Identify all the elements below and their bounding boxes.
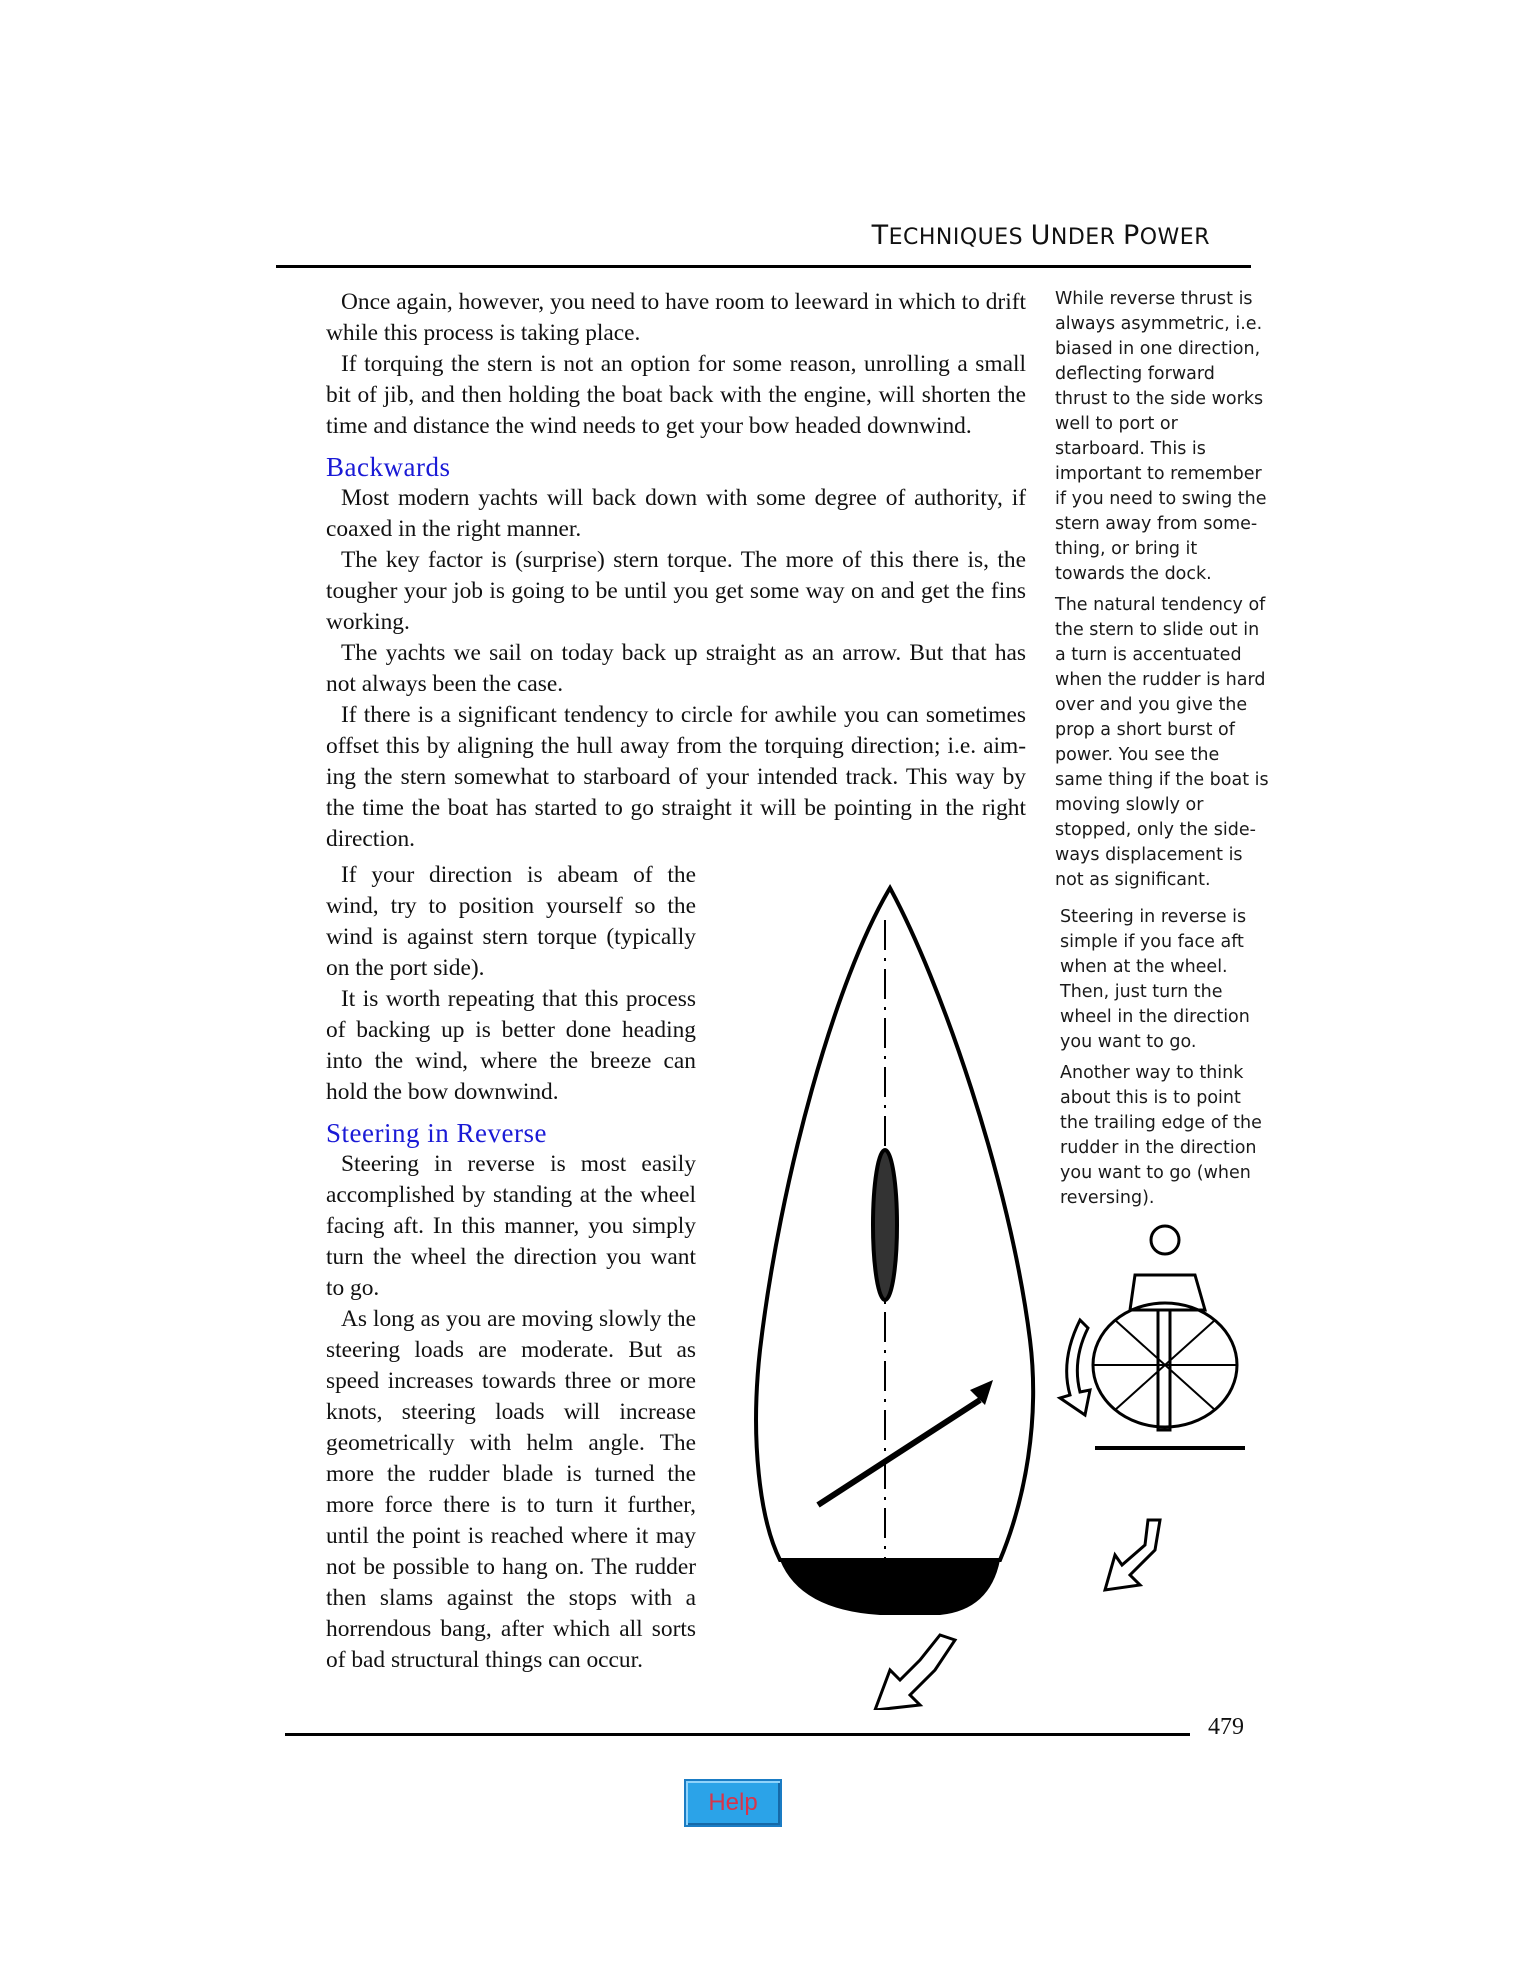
sidenote-reverse-thrust [1055,287,1270,899]
paragraph: Most modern yachts will back down with some degree of authority, if coaxed in the right manner. [326,485,1026,542]
running-head: TECHNIQUES UNDER POWER [871,220,1210,251]
narrow-column [326,860,696,1676]
paragraph: If your direction is abeam of the wind, try to position yourself so the wind is against stern torque (typically on the port side). [326,862,696,981]
section-heading-steering: Steering in Reverse [326,1118,547,1148]
keel-icon [873,1150,897,1300]
sidenote-paragraph: Steering in reverse is simple if you face aft when at the wheel. Then, just turn the wheel in the direction you want to go. [1060,907,1250,1052]
page-number: 479 [1208,1714,1244,1740]
footer-rule [285,1733,1190,1736]
main-column [326,287,1026,855]
turn-arrow-icon [1060,1320,1090,1415]
paragraph: As long as you are moving slowly the steering loads are moderate. But as speed increases towards three or more knots, steering loads will increase geometrically with helm angle. The more the rudder blade is turned the more force there is to turn it further, until the point is reached where it may not be possible to hang on. The rudder then slams against the stops with a horrendous bang, after which all sorts of bad structural things can occur. [326,1306,696,1673]
paragraph: Once again, however, you need to have room to leeward in which to drift while this process is taking place. [326,289,1026,346]
sidenote-paragraph: The natural tendency of the stern to slide out in a turn is accentuated when the rudder is hard over and you give the prop a short burst of power. You see the same thing if the boat is moving slowly or stopped, only the side-ways displacement is not as significant. [1055,595,1269,890]
direction-arrow-icon [1105,1520,1160,1590]
header-rule [276,265,1251,268]
sidenote-paragraph: Another way to think about this is to point the trailing edge of the rudder in the direction you want to go (when reversing). [1060,1063,1262,1208]
paragraph: Steering in reverse is most easily accomplished by standing at the wheel facing aft. In this manner, you simply turn the wheel the direction you want to go. [326,1151,696,1301]
paragraph: It is worth repeating that this process of backing up is better done heading into the wind, where the breeze can hold the bow downwind. [326,986,696,1105]
helmsman-head-icon [1151,1226,1179,1254]
boat-hull-illustration [740,880,1070,1710]
paragraph: If torquing the stern is not an option for some reason, unrolling a small bit of jib, and then holding the boat back with the engine, will shorten the time and distance the wind needs to get your bow headed downwind. [326,351,1026,439]
paragraph: The key factor is (surprise) stern torque. The more of this there is, the tougher your job is going to be until you get some way on and get the fins working. [326,547,1026,635]
help-button[interactable]: Help [684,1779,782,1827]
paragraph: The yachts we sail on today back up straight as an arrow. But that has not always been the case. [326,640,1026,697]
section-heading-backwards: Backwards [326,452,451,482]
sidenote-paragraph: While reverse thrust is always asymmetric, i.e. biased in one direction, deflecting forward thrust to the side works well to port or starboard. This is important to remember if you need to swing the stern away from some-thing, or bring it towards the dock. [1055,289,1267,584]
helmsman-wheel-illustration [1040,1220,1270,1620]
paragraph: If there is a significant tendency to circle for awhile you can sometimes offset this by aligning the hull away from the torquing direction; i.e. aim-ing the stern somewhat to starboard of your intended track. This way by the time the boat has started to go straight it will be pointing in the right direction. [326,702,1026,852]
sidenote-steering [1060,905,1270,1217]
stern-swing-arrow-icon [875,1635,955,1710]
